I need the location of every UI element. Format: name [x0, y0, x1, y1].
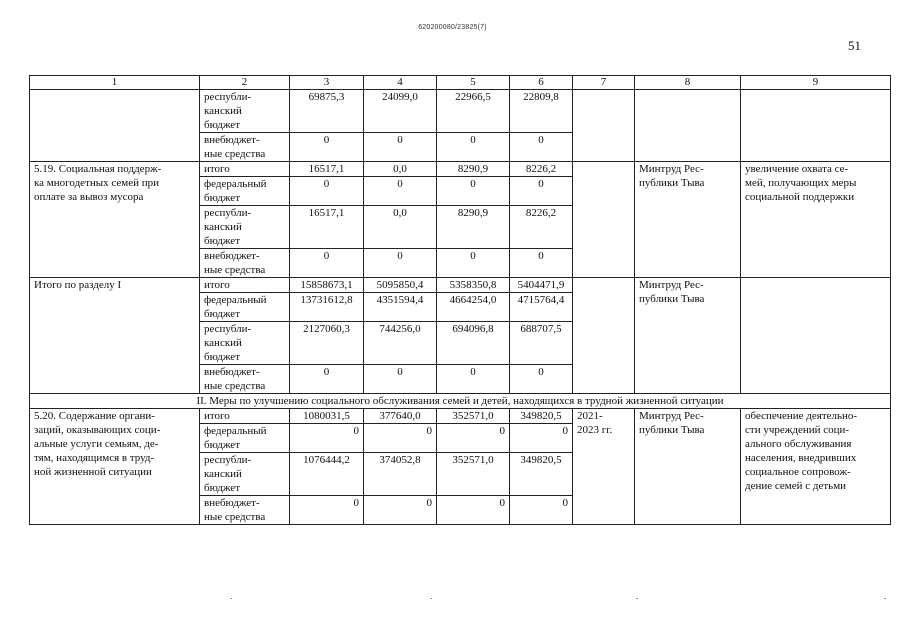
period-cell — [573, 162, 635, 278]
funding-source: федеральный бюджет — [200, 293, 290, 322]
value-cell: 5095850,4 — [364, 278, 437, 293]
value-cell: 16517,1 — [290, 162, 364, 177]
scan-speck — [430, 598, 432, 599]
value-cell: 0 — [510, 133, 573, 162]
value-cell: 8290,9 — [437, 206, 510, 249]
funding-source: внебюджет- ные средства — [200, 496, 290, 525]
value-cell: 0 — [290, 177, 364, 206]
column-header: 5 — [437, 76, 510, 90]
value-cell: 0 — [437, 249, 510, 278]
value-cell: 4351594,4 — [364, 293, 437, 322]
result-cell: увеличение охвата се- мей, получающих меры социальной поддержки — [741, 162, 891, 278]
document-code: 620200080/23825(7) — [418, 24, 487, 31]
value-cell: 22809,8 — [510, 90, 573, 133]
column-header: 6 — [510, 76, 573, 90]
result-cell: обеспечение деятельно- сти учреждений соци- ального обслуживания населения, внедривших социальное сопровож- дение семей с детьми — [741, 409, 891, 525]
value-cell: 69875,3 — [290, 90, 364, 133]
funding-source: федеральный бюджет — [200, 177, 290, 206]
value-cell: 8226,2 — [510, 162, 573, 177]
value-cell: 5404471,9 — [510, 278, 573, 293]
value-cell: 16517,1 — [290, 206, 364, 249]
value-cell: 694096,8 — [437, 322, 510, 365]
value-cell: 0 — [290, 496, 364, 525]
value-cell: 374052,8 — [364, 453, 437, 496]
period-cell: 2021- 2023 гг. — [573, 409, 635, 525]
measure-name-cell: 5.20. Содержание органи- заций, оказывающих соци- альные услуги семьям, де- тям, находящимся в труд- ной жизненной ситуации — [30, 409, 200, 525]
column-header: 3 — [290, 76, 364, 90]
value-cell: 5358350,8 — [437, 278, 510, 293]
value-cell: 0 — [290, 133, 364, 162]
funding-source: республи- канский бюджет — [200, 453, 290, 496]
value-cell: 4664254,0 — [437, 293, 510, 322]
table-row — [30, 162, 891, 177]
value-cell: 349820,5 — [510, 453, 573, 496]
funding-source: республи- канский бюджет — [200, 206, 290, 249]
funding-source: федеральный бюджет — [200, 424, 290, 453]
value-cell: 1080031,5 — [290, 409, 364, 424]
value-cell: 0,0 — [364, 206, 437, 249]
value-cell: 22966,5 — [437, 90, 510, 133]
result-cell — [741, 278, 891, 394]
value-cell: 0 — [364, 424, 437, 453]
period-cell — [573, 278, 635, 394]
executor-cell: Минтруд Рес- публики Тыва — [635, 409, 741, 525]
value-cell: 8290,9 — [437, 162, 510, 177]
value-cell: 1076444,2 — [290, 453, 364, 496]
value-cell: 349820,5 — [510, 409, 573, 424]
scan-speck — [884, 598, 886, 599]
value-cell: 0 — [364, 365, 437, 394]
period-cell — [573, 90, 635, 162]
value-cell: 0 — [437, 424, 510, 453]
funding-source: внебюджет- ные средства — [200, 133, 290, 162]
value-cell: 0 — [364, 133, 437, 162]
executor-cell — [635, 90, 741, 162]
column-header: 4 — [364, 76, 437, 90]
funding-source: республи- канский бюджет — [200, 90, 290, 133]
value-cell: 0 — [290, 365, 364, 394]
table-row — [30, 409, 891, 424]
executor-cell: Минтруд Рес- публики Тыва — [635, 278, 741, 394]
column-header: 8 — [635, 76, 741, 90]
value-cell: 0 — [290, 249, 364, 278]
page-number: 51 — [848, 38, 861, 53]
value-cell: 0,0 — [364, 162, 437, 177]
value-cell: 0 — [290, 424, 364, 453]
value-cell: 0 — [510, 177, 573, 206]
section-heading-row — [30, 394, 891, 409]
value-cell: 8226,2 — [510, 206, 573, 249]
scan-noise — [0, 598, 905, 608]
scan-speck — [636, 598, 638, 599]
scan-speck — [230, 598, 232, 599]
value-cell: 0 — [510, 424, 573, 453]
value-cell: 377640,0 — [364, 409, 437, 424]
value-cell: 0 — [510, 365, 573, 394]
value-cell: 0 — [364, 177, 437, 206]
column-header: 2 — [200, 76, 290, 90]
program-measures-table — [29, 75, 891, 525]
section-title: II. Меры по улучшению социального обслуживания семей и детей, находящихся в трудной жизненной ситуации — [30, 394, 891, 409]
funding-source: республи- канский бюджет — [200, 322, 290, 365]
funding-source: итого — [200, 162, 290, 177]
measure-name-cell: Итого по разделу I — [30, 278, 200, 394]
column-header: 7 — [573, 76, 635, 90]
value-cell: 0 — [364, 496, 437, 525]
table-row — [30, 278, 891, 293]
value-cell: 352571,0 — [437, 453, 510, 496]
value-cell: 15858673,1 — [290, 278, 364, 293]
result-cell — [741, 90, 891, 162]
value-cell: 0 — [364, 249, 437, 278]
measure-name-cell: 5.19. Социальная поддерж- ка многодетных семей при оплате за вывоз мусора — [30, 162, 200, 278]
value-cell: 0 — [437, 133, 510, 162]
funding-source: внебюджет- ные средства — [200, 365, 290, 394]
measure-name-cell — [30, 90, 200, 162]
value-cell: 2127060,3 — [290, 322, 364, 365]
funding-source: внебюджет- ные средства — [200, 249, 290, 278]
funding-source: итого — [200, 409, 290, 424]
funding-source: итого — [200, 278, 290, 293]
value-cell: 4715764,4 — [510, 293, 573, 322]
column-header: 9 — [741, 76, 891, 90]
value-cell: 352571,0 — [437, 409, 510, 424]
value-cell: 688707,5 — [510, 322, 573, 365]
value-cell: 744256,0 — [364, 322, 437, 365]
value-cell: 13731612,8 — [290, 293, 364, 322]
table-row — [30, 90, 891, 133]
column-header: 1 — [30, 76, 200, 90]
value-cell: 24099,0 — [364, 90, 437, 133]
value-cell: 0 — [510, 249, 573, 278]
value-cell: 0 — [510, 496, 573, 525]
value-cell: 0 — [437, 496, 510, 525]
value-cell: 0 — [437, 365, 510, 394]
executor-cell: Минтруд Рес- публики Тыва — [635, 162, 741, 278]
column-number-row — [30, 76, 891, 90]
value-cell: 0 — [437, 177, 510, 206]
